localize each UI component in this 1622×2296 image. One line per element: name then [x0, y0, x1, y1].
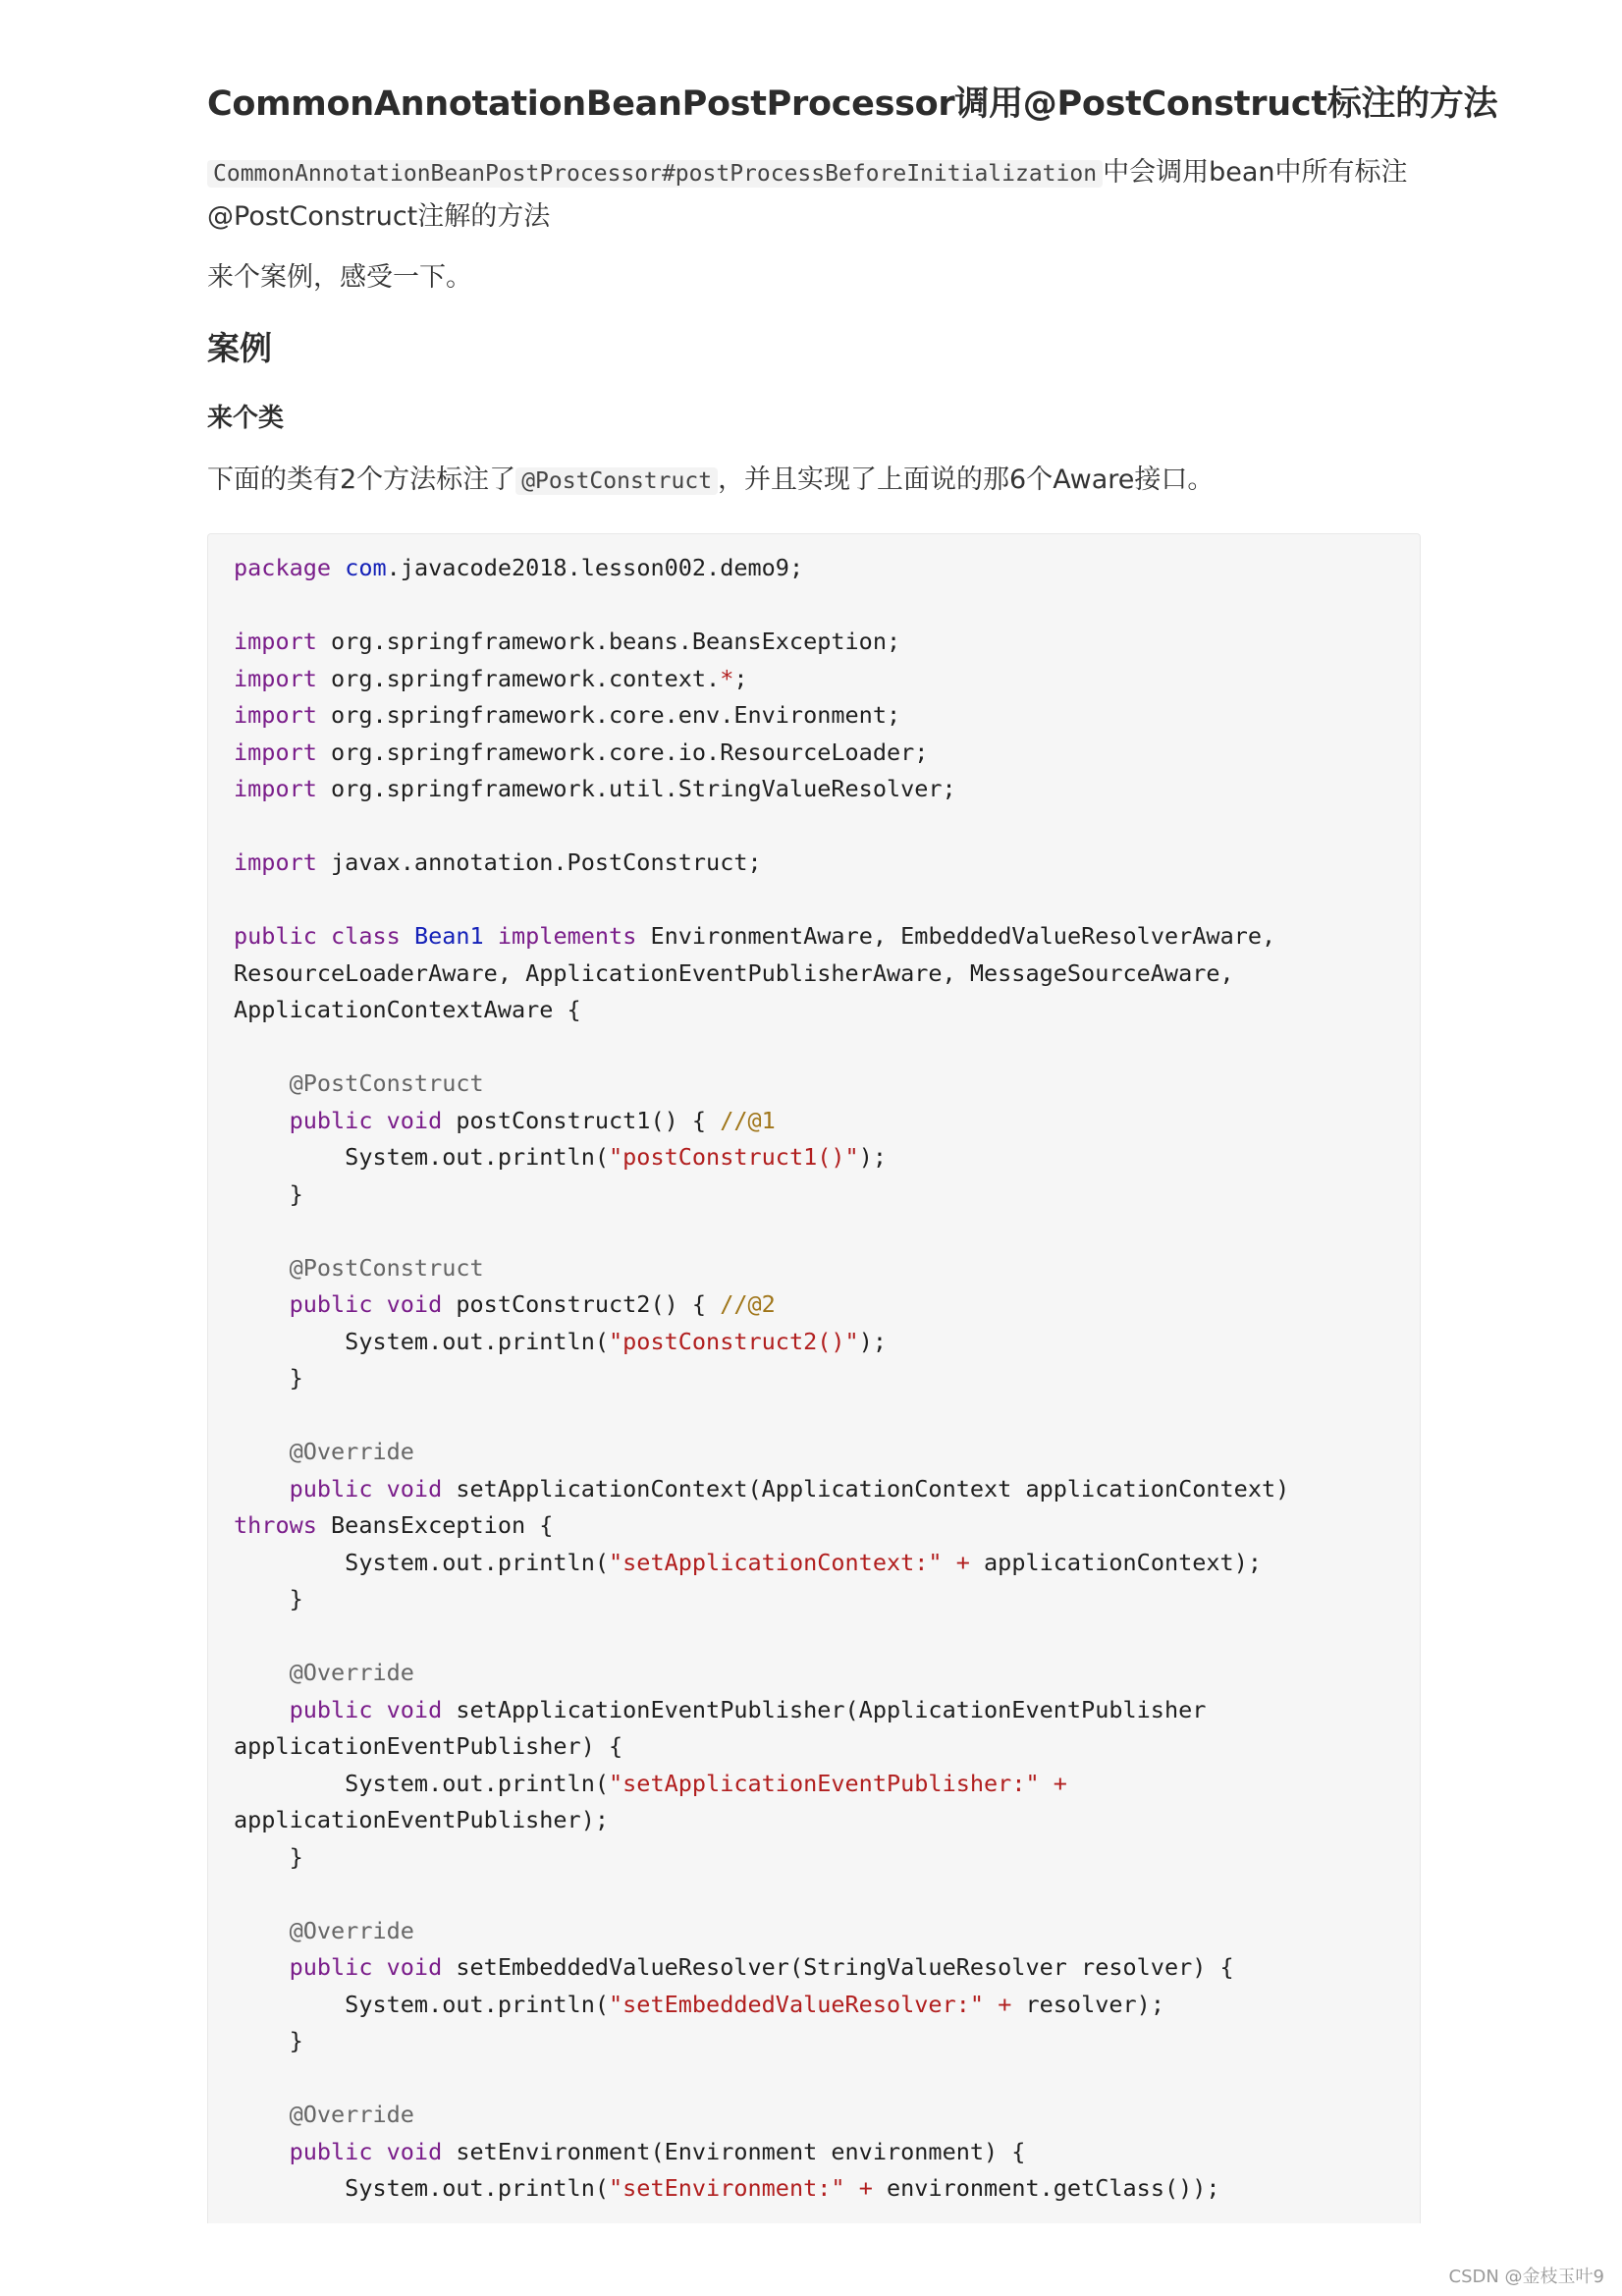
inline-code-postconstruct: @PostConstruct [515, 467, 718, 495]
code-token: //@2 [720, 1290, 776, 1318]
code-line [234, 1545, 1289, 1582]
code-token: .javacode2018.lesson002.demo9; [386, 554, 804, 581]
code-token: EnvironmentAware, EmbeddedValueResolverAware, [636, 922, 1276, 950]
code-token [401, 922, 414, 950]
code-token [234, 1254, 290, 1282]
code-line [234, 1913, 1289, 1950]
case-intro-paragraph: 来个案例，感受一下。 [207, 262, 472, 293]
class-description-paragraph [207, 459, 1421, 503]
code-line [234, 1139, 1289, 1176]
code-token: org.springframework.context. [316, 664, 721, 692]
code-token: @PostConstruct [289, 1253, 484, 1282]
code-token: applicationEventPublisher); [234, 1806, 610, 1833]
code-token: } [234, 2027, 303, 2054]
class-desc-after: ，并且实现了上面说的那6个Aware接口。 [718, 465, 1215, 495]
code-line [234, 735, 1289, 772]
code-token [372, 1696, 386, 1723]
code-token: + [1053, 1769, 1067, 1797]
code-token: "postConstruct1()" [609, 1143, 859, 1171]
code-token: System.out.println( [234, 2174, 610, 2202]
code-line [234, 661, 1289, 698]
code-line [234, 1581, 1289, 1618]
code-token: com [345, 554, 387, 581]
code-token: + [998, 1990, 1012, 2018]
code-token [845, 2174, 859, 2202]
code-token: import [234, 738, 317, 766]
code-token: void [386, 1695, 443, 1723]
code-line [234, 550, 1289, 587]
code-token: import [234, 775, 317, 802]
code-token: void [386, 1474, 443, 1503]
code-token: org.springframework.util.StringValueResolver; [316, 775, 956, 802]
code-token [234, 1659, 290, 1686]
code-token: org.springframework.core.io.ResourceLoader; [316, 738, 929, 766]
code-token: "setEnvironment:" [609, 2174, 845, 2202]
code-token: resolver); [1011, 1990, 1164, 2018]
code-line [234, 1728, 1289, 1766]
code-line [234, 2134, 1289, 2171]
class-desc-before: 下面的类有2个方法标注了 [207, 465, 516, 495]
subsection-heading-class: 来个类 [207, 404, 285, 433]
code-line [234, 697, 1289, 735]
code-token: "setApplicationEventPublisher:" [609, 1769, 1040, 1797]
code-line [234, 587, 1289, 625]
code-token: setApplicationContext(ApplicationContext applicationContext) [442, 1474, 1290, 1503]
code-token: import [234, 664, 317, 692]
code-token: void [386, 1953, 443, 1981]
code-line [234, 1876, 1289, 1913]
code-block[interactable] [207, 533, 1421, 2223]
code-token: System.out.println( [234, 1548, 610, 1576]
code-token: implements [497, 922, 637, 950]
code-token: public [289, 2137, 373, 2165]
code-token [234, 1696, 290, 1723]
inline-code-method: CommonAnnotationBeanPostProcessor#postProcessBeforeInitialization [207, 160, 1103, 188]
code-line [234, 992, 1289, 1029]
code-line [234, 1286, 1289, 1324]
code-line [234, 1692, 1289, 1729]
code-token: @Override [289, 1659, 414, 1686]
code-token: @PostConstruct [289, 1069, 484, 1097]
intro-text: 中会调用bean中所有标注@PostConstruct注解的方法 [207, 157, 1408, 232]
code-token: } [234, 1842, 303, 1871]
code-token: @Override [289, 1438, 414, 1465]
code-token: ResourceLoaderAware, ApplicationEventPublisherAware, MessageSourceAware, [234, 958, 1234, 987]
code-token [234, 1953, 290, 1981]
code-line [234, 1655, 1289, 1692]
code-token: * [720, 664, 734, 692]
code-token: org.springframework.beans.BeansException; [316, 628, 901, 655]
code-token [234, 2138, 290, 2165]
code-token: BeansException { [316, 1511, 554, 1539]
code-token: public [289, 1106, 373, 1134]
code-token: import [234, 848, 317, 876]
code-line [234, 1397, 1289, 1435]
code-token: "setEmbeddedValueResolver:" [609, 1990, 985, 2018]
code-token: } [234, 1364, 303, 1392]
code-token: public [289, 1953, 373, 1981]
code-line [234, 1103, 1289, 1140]
code-token [234, 1475, 290, 1503]
code-token: System.out.println( [234, 1769, 610, 1797]
code-token: public [289, 1474, 373, 1503]
code-token: void [386, 1106, 443, 1134]
code-line [234, 624, 1289, 661]
code-line [234, 1029, 1289, 1066]
code-token [234, 2101, 290, 2128]
code-token: import [234, 701, 317, 729]
code-token: ApplicationContextAware { [234, 996, 581, 1023]
code-line [234, 808, 1289, 846]
code-line [234, 956, 1289, 993]
code-token [234, 1438, 290, 1465]
csdn-watermark: CSDN @金枝玉叶9 [1448, 2267, 1604, 2287]
code-token: setApplicationEventPublisher(ApplicationEventPublisher [442, 1695, 1207, 1723]
code-token: public [289, 1695, 373, 1723]
code-line [234, 1434, 1289, 1471]
code-line [234, 1213, 1289, 1250]
code-content [234, 550, 1289, 2208]
code-token: System.out.println( [234, 1327, 610, 1355]
code-line [234, 2097, 1289, 2134]
code-token: setEnvironment(Environment environment) { [442, 2137, 1026, 2165]
code-line [234, 1176, 1289, 1214]
code-token [984, 1991, 998, 2018]
code-token: package [234, 554, 332, 581]
code-token: System.out.println( [234, 1143, 610, 1171]
code-line [234, 1949, 1289, 1987]
code-token [372, 1475, 386, 1503]
code-token: org.springframework.core.env.Environment; [316, 701, 901, 729]
code-token: + [955, 1548, 970, 1576]
code-token: setEmbeddedValueResolver(StringValueResolver resolver) { [442, 1953, 1234, 1981]
code-token: @Override [289, 2101, 414, 2128]
code-token [331, 554, 345, 581]
code-token: postConstruct1() { [442, 1106, 721, 1134]
code-token: "setApplicationContext:" [609, 1548, 943, 1576]
code-token: environment.getClass()); [872, 2174, 1220, 2202]
code-line [234, 771, 1289, 808]
code-line [234, 1507, 1289, 1545]
code-line [234, 2170, 1289, 2208]
code-line [234, 2023, 1289, 2060]
code-line [234, 1839, 1289, 1877]
code-token: void [386, 1290, 443, 1318]
code-token: + [858, 2174, 873, 2202]
section-heading-case: 案例 [207, 329, 272, 367]
code-token: class [331, 922, 401, 950]
code-token: throws [234, 1511, 317, 1539]
code-token: postConstruct2() { [442, 1290, 721, 1318]
code-line [234, 1471, 1289, 1508]
code-token [372, 1290, 386, 1318]
code-token: applicationContext); [969, 1548, 1263, 1576]
code-token: "postConstruct2()" [609, 1327, 859, 1355]
code-token: ); [858, 1143, 887, 1171]
code-token [372, 2138, 386, 2165]
code-token: ; [733, 664, 748, 692]
code-token: public [234, 922, 317, 950]
code-line [234, 1987, 1289, 2024]
code-token: @Override [289, 1916, 414, 1944]
code-line [234, 1766, 1289, 1803]
article-title: CommonAnnotationBeanPostProcessor调用@PostConstruct标注的方法 [207, 84, 1498, 124]
code-line [234, 845, 1289, 882]
code-token [234, 1107, 290, 1134]
code-token [372, 1953, 386, 1981]
code-line [234, 1324, 1289, 1361]
code-token [234, 1069, 290, 1097]
code-token: } [234, 1585, 303, 1613]
code-token [1040, 1770, 1054, 1797]
code-token: public [289, 1290, 373, 1318]
intro-paragraph [207, 151, 1421, 239]
code-line [234, 1066, 1289, 1103]
code-token: System.out.println( [234, 1990, 610, 2018]
code-line [234, 1618, 1289, 1656]
code-token: ); [858, 1327, 887, 1355]
code-token [317, 922, 331, 950]
code-token: void [386, 2137, 443, 2165]
code-line [234, 1360, 1289, 1397]
code-line [234, 882, 1289, 919]
code-line [234, 918, 1289, 956]
code-token [943, 1549, 956, 1576]
code-token: javax.annotation.PostConstruct; [316, 848, 762, 876]
code-line [234, 1250, 1289, 1287]
code-line [234, 2060, 1289, 2098]
code-token: Bean1 [413, 922, 484, 950]
code-token [484, 922, 498, 950]
code-token [234, 1290, 290, 1318]
code-token: //@1 [720, 1106, 776, 1134]
code-token [372, 1107, 386, 1134]
code-token: } [234, 1179, 303, 1208]
code-token [234, 1917, 290, 1944]
code-token: applicationEventPublisher) { [234, 1732, 623, 1760]
code-token: import [234, 628, 317, 655]
code-line [234, 1802, 1289, 1839]
